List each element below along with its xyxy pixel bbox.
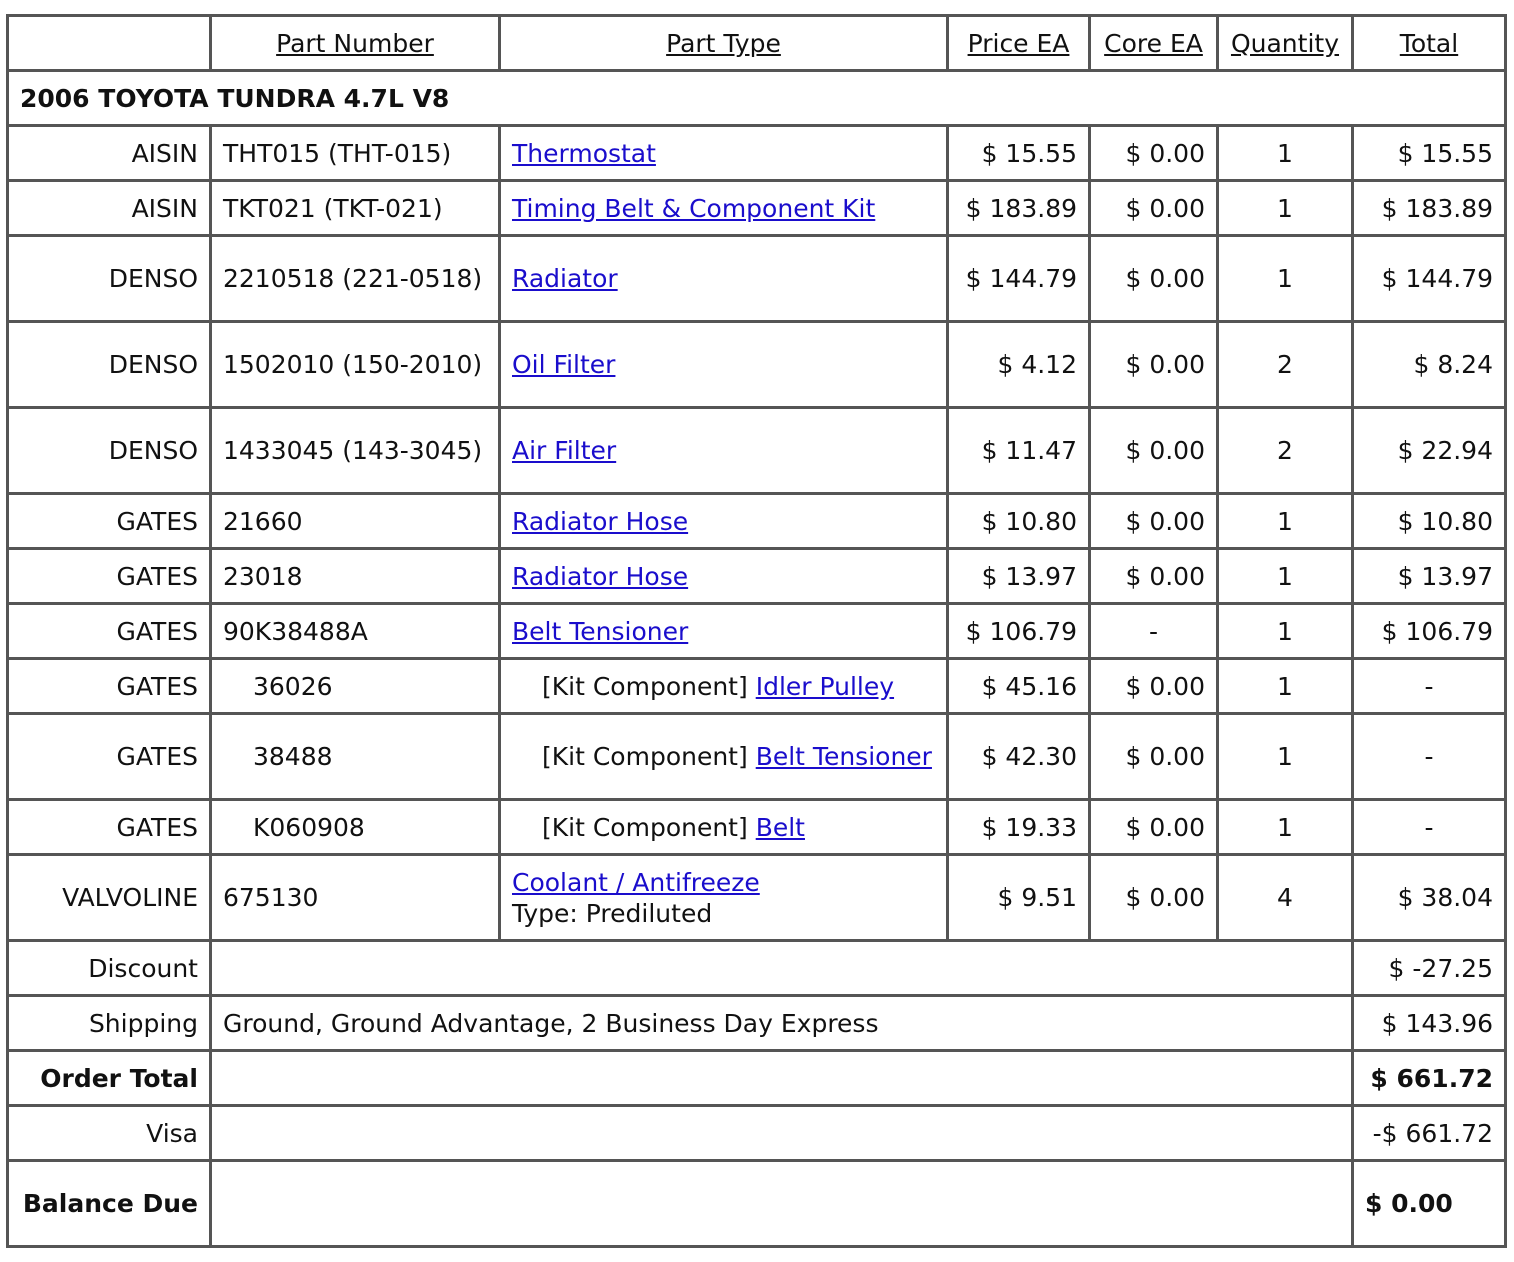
core-cell: $ 0.00 [1091, 237, 1219, 323]
balance-label: Balance Due [9, 1162, 212, 1248]
brand-cell: GATES [9, 715, 212, 801]
payment-detail [212, 1107, 1354, 1162]
quantity-cell: 1 [1219, 237, 1354, 323]
discount-value: $ -27.25 [1354, 942, 1507, 997]
core-cell: $ 0.00 [1091, 550, 1219, 605]
total-cell: $ 22.94 [1354, 409, 1507, 495]
order-total-row [9, 1052, 1507, 1107]
part-type-link[interactable]: Oil Filter [512, 350, 616, 379]
price-cell: $ 106.79 [949, 605, 1091, 660]
total-cell: $ 8.24 [1354, 323, 1507, 409]
table-row [9, 409, 1507, 495]
vehicle-title: 2006 TOYOTA TUNDRA 4.7L V8 [9, 72, 1507, 127]
quantity-cell: 4 [1219, 856, 1354, 942]
part-type-cell [501, 660, 949, 715]
price-cell: $ 144.79 [949, 237, 1091, 323]
header-row [9, 17, 1507, 72]
order-total-detail [212, 1052, 1354, 1107]
shipping-row [9, 997, 1507, 1052]
part-type-link[interactable]: Belt Tensioner [512, 616, 689, 646]
brand-cell: AISIN [9, 182, 212, 237]
table-row [9, 801, 1507, 856]
part-number-cell: K060908 [212, 801, 501, 856]
price-ea-sort-link[interactable]: Price EA [967, 28, 1070, 58]
balance-value: $ 0.00 [1354, 1162, 1507, 1248]
total-cell: $ 106.79 [1354, 605, 1507, 660]
core-cell: $ 0.00 [1091, 323, 1219, 409]
part-type-link[interactable]: Radiator Hose [512, 506, 689, 536]
part-number-cell: 23018 [212, 550, 501, 605]
part-type-cell [501, 323, 949, 409]
part-type-link[interactable]: Belt [755, 812, 805, 842]
balance-row [9, 1162, 1507, 1248]
table-row [9, 127, 1507, 182]
price-cell: $ 19.33 [949, 801, 1091, 856]
part-number-cell: TKT021 (TKT-021) [212, 182, 501, 237]
core-cell: $ 0.00 [1091, 409, 1219, 495]
part-type-cell [501, 856, 949, 942]
part-type-header[interactable] [501, 17, 949, 72]
part-type-link[interactable]: Radiator [512, 264, 618, 293]
quantity-sort-link[interactable]: Quantity [1230, 28, 1340, 58]
total-cell: - [1354, 801, 1507, 856]
part-type-cell [501, 127, 949, 182]
price-ea-header[interactable] [949, 17, 1091, 72]
table-row [9, 182, 1507, 237]
part-type-link[interactable]: Belt Tensioner [755, 742, 932, 771]
total-cell: $ 183.89 [1354, 182, 1507, 237]
quantity-header[interactable] [1219, 17, 1354, 72]
quantity-cell: 1 [1219, 660, 1354, 715]
part-number-cell: 38488 [212, 715, 501, 801]
part-type-cell [501, 409, 949, 495]
quantity-cell: 1 [1219, 550, 1354, 605]
part-type-cell [501, 237, 949, 323]
price-cell: $ 13.97 [949, 550, 1091, 605]
price-cell: $ 15.55 [949, 127, 1091, 182]
total-header[interactable] [1354, 17, 1507, 72]
total-cell: - [1354, 660, 1507, 715]
part-type-sort-link[interactable]: Part Type [666, 28, 781, 58]
table-row [9, 605, 1507, 660]
quantity-cell: 2 [1219, 323, 1354, 409]
core-cell: $ 0.00 [1091, 182, 1219, 237]
price-cell: $ 10.80 [949, 495, 1091, 550]
brand-cell: GATES [9, 801, 212, 856]
price-cell: $ 183.89 [949, 182, 1091, 237]
total-cell: $ 38.04 [1354, 856, 1507, 942]
part-number-sort-link[interactable]: Part Number [276, 28, 434, 58]
table-row [9, 660, 1507, 715]
table-row [9, 856, 1507, 942]
part-subtype: Type: Prediluted [512, 898, 713, 928]
price-cell: $ 42.30 [949, 715, 1091, 801]
part-number-cell: THT015 (THT-015) [212, 127, 501, 182]
total-cell: $ 144.79 [1354, 237, 1507, 323]
discount-detail [212, 942, 1354, 997]
part-type-cell [501, 715, 949, 801]
core-cell: - [1091, 605, 1219, 660]
brand-cell: GATES [9, 550, 212, 605]
brand-cell: GATES [9, 495, 212, 550]
part-type-link[interactable]: Coolant / Antifreeze [512, 867, 760, 897]
kit-component-label: [Kit Component] [542, 742, 748, 771]
table-row [9, 323, 1507, 409]
part-type-link[interactable]: Air Filter [512, 436, 617, 465]
price-cell: $ 9.51 [949, 856, 1091, 942]
table-row [9, 715, 1507, 801]
part-type-cell [501, 495, 949, 550]
part-number-cell: 21660 [212, 495, 501, 550]
table-row [9, 550, 1507, 605]
quantity-cell: 1 [1219, 127, 1354, 182]
part-type-cell [501, 182, 949, 237]
core-cell: $ 0.00 [1091, 127, 1219, 182]
order-total-value: $ 661.72 [1354, 1052, 1507, 1107]
part-type-link[interactable]: Idler Pulley [755, 671, 895, 701]
total-cell: $ 15.55 [1354, 127, 1507, 182]
shipping-value: $ 143.96 [1354, 997, 1507, 1052]
part-number-cell: 36026 [212, 660, 501, 715]
part-number-header[interactable] [212, 17, 501, 72]
core-cell: $ 0.00 [1091, 801, 1219, 856]
payment-label: Visa [9, 1107, 212, 1162]
order-total-label: Order Total [9, 1052, 212, 1107]
part-number-cell: 90K38488A [212, 605, 501, 660]
kit-component-label: [Kit Component] [542, 671, 748, 701]
quantity-cell: 2 [1219, 409, 1354, 495]
price-cell: $ 45.16 [949, 660, 1091, 715]
core-cell: $ 0.00 [1091, 495, 1219, 550]
brand-cell: AISIN [9, 127, 212, 182]
quantity-cell: 1 [1219, 715, 1354, 801]
total-cell: $ 13.97 [1354, 550, 1507, 605]
total-sort-link[interactable]: Total [1399, 28, 1459, 58]
price-cell: $ 4.12 [949, 323, 1091, 409]
brand-cell: GATES [9, 605, 212, 660]
quantity-cell: 1 [1219, 801, 1354, 856]
kit-component-label: [Kit Component] [542, 812, 748, 842]
table-row [9, 237, 1507, 323]
core-cell: $ 0.00 [1091, 715, 1219, 801]
quantity-cell: 1 [1219, 182, 1354, 237]
quantity-cell: 1 [1219, 605, 1354, 660]
total-cell: $ 10.80 [1354, 495, 1507, 550]
part-type-cell [501, 605, 949, 660]
core-ea-sort-link[interactable]: Core EA [1104, 28, 1203, 58]
discount-row [9, 942, 1507, 997]
brand-cell: VALVOLINE [9, 856, 212, 942]
price-cell: $ 11.47 [949, 409, 1091, 495]
payment-value: -$ 661.72 [1354, 1107, 1507, 1162]
part-type-cell [501, 801, 949, 856]
table-row [9, 495, 1507, 550]
brand-header [9, 17, 212, 72]
part-number-cell: 1433045 (143-3045) [212, 409, 501, 495]
core-ea-header[interactable] [1091, 17, 1219, 72]
discount-label: Discount [9, 942, 212, 997]
brand-cell: DENSO [9, 409, 212, 495]
order-table [6, 14, 1507, 1248]
total-cell: - [1354, 715, 1507, 801]
part-type-link[interactable]: Timing Belt & Component Kit [512, 193, 876, 223]
part-type-link[interactable]: Thermostat [512, 138, 656, 168]
part-type-link[interactable]: Radiator Hose [512, 561, 689, 591]
quantity-cell: 1 [1219, 495, 1354, 550]
vehicle-row [9, 72, 1507, 127]
brand-cell: GATES [9, 660, 212, 715]
core-cell: $ 0.00 [1091, 660, 1219, 715]
brand-cell: DENSO [9, 323, 212, 409]
part-number-cell: 675130 [212, 856, 501, 942]
balance-detail [212, 1162, 1354, 1248]
part-type-cell [501, 550, 949, 605]
core-cell: $ 0.00 [1091, 856, 1219, 942]
payment-row [9, 1107, 1507, 1162]
part-number-cell: 2210518 (221-0518) [212, 237, 501, 323]
shipping-label: Shipping [9, 997, 212, 1052]
brand-cell: DENSO [9, 237, 212, 323]
part-number-cell: 1502010 (150-2010) [212, 323, 501, 409]
shipping-method: Ground, Ground Advantage, 2 Business Day Express [212, 997, 1354, 1052]
